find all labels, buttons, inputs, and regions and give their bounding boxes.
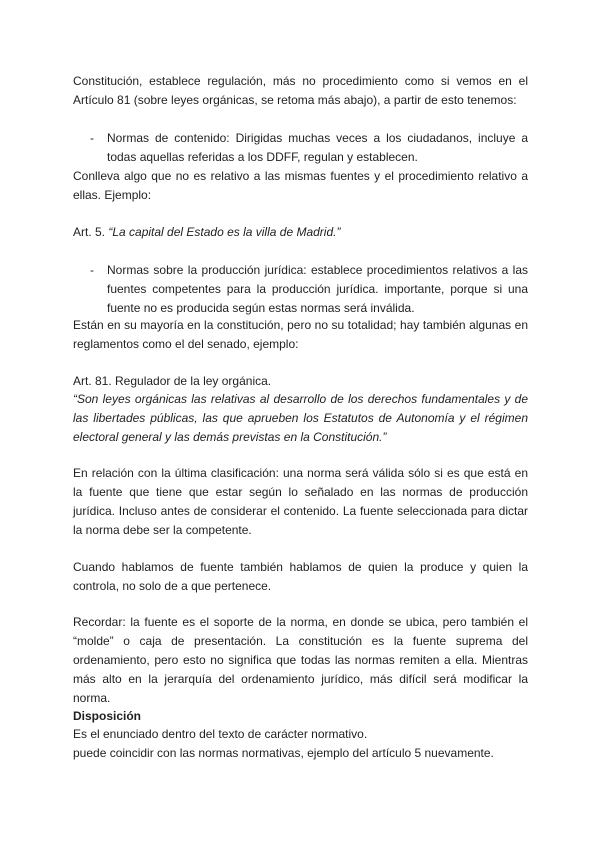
article-5-quote: “La capital del Estado es la villa de Madrid.” xyxy=(108,225,341,239)
bullet-dash: - xyxy=(90,263,94,277)
paragraph-fuente: Cuando hablamos de fuente también hablamos de quien la produce y quien la controla, no solo de a que pertenece. xyxy=(73,560,528,593)
article-81-title: Art. 81. Regulador de la ley orgánica. xyxy=(73,374,272,388)
paragraph-clasificacion: En relación con la última clasificación: una norma será válida sólo si es que está en la fuente que tiene que estar según lo señalado en las normas de producción jurídica. Incluso antes de considerar el contenido. La fuente seleccionada para dictar la norma debe ser la competente. xyxy=(73,466,528,537)
list-item-normas-produccion xyxy=(90,261,528,318)
paragraph-coincidir: puede coincidir con las normas normativas, ejemplo del artículo 5 nuevamente. xyxy=(73,746,494,760)
paragraph-recordar: Recordar: la fuente es el soporte de la norma, en donde se ubica, pero también el “molde” o caja de presentación. La constitución es la fuente suprema del ordenamiento, pero esto no significa que todas las normas remiten a ella. Mientras más alto en la jerarquía del ordenamiento jurídico, más difícil será modificar la norma. xyxy=(73,615,528,705)
bullet-dash: - xyxy=(90,131,94,145)
section-heading-disposicion: Disposición xyxy=(73,709,142,723)
article-5-prefix: Art. 5. xyxy=(73,225,109,239)
article-81-quote: “Son leyes orgánicas las relativas al desarrollo de los derechos fundamentales y de las libertades públicas, las que aprueben los Estatutos de Autonomía y el régimen electoral general y las demás previstas en la Constitución.” xyxy=(73,392,528,444)
paragraph-enunciado: Es el enunciado dentro del texto de carácter normativo. xyxy=(73,727,368,741)
article-5-example xyxy=(73,223,528,242)
bullet-text: Normas sobre la producción jurídica: establece procedimientos relativos a las fuentes competentes para la producción jurídica. importante, porque si una fuente no es producida según estas normas será inválida. xyxy=(107,263,528,315)
paragraph-intro: Constitución, establece regulación, más no procedimiento como si vemos en el Artículo 81 (sobre leyes orgánicas, se retoma más abajo), a partir de esto tenemos: xyxy=(73,74,528,107)
paragraph-conlleva: Conlleva algo que no es relativo a las mismas fuentes y el procedimiento relativo a ellas. Ejemplo: xyxy=(73,169,528,202)
bullet-text: Normas de contenido: Dirigidas muchas veces a los ciudadanos, incluye a todas aquellas referidas a los DDFF, regulan y establecen. xyxy=(107,131,528,164)
paragraph-mayoria: Están en su mayoría en la constitución, pero no su totalidad; hay también algunas en reglamentos como el del senado, ejemplo: xyxy=(73,318,528,351)
list-item-normas-contenido xyxy=(90,129,528,167)
